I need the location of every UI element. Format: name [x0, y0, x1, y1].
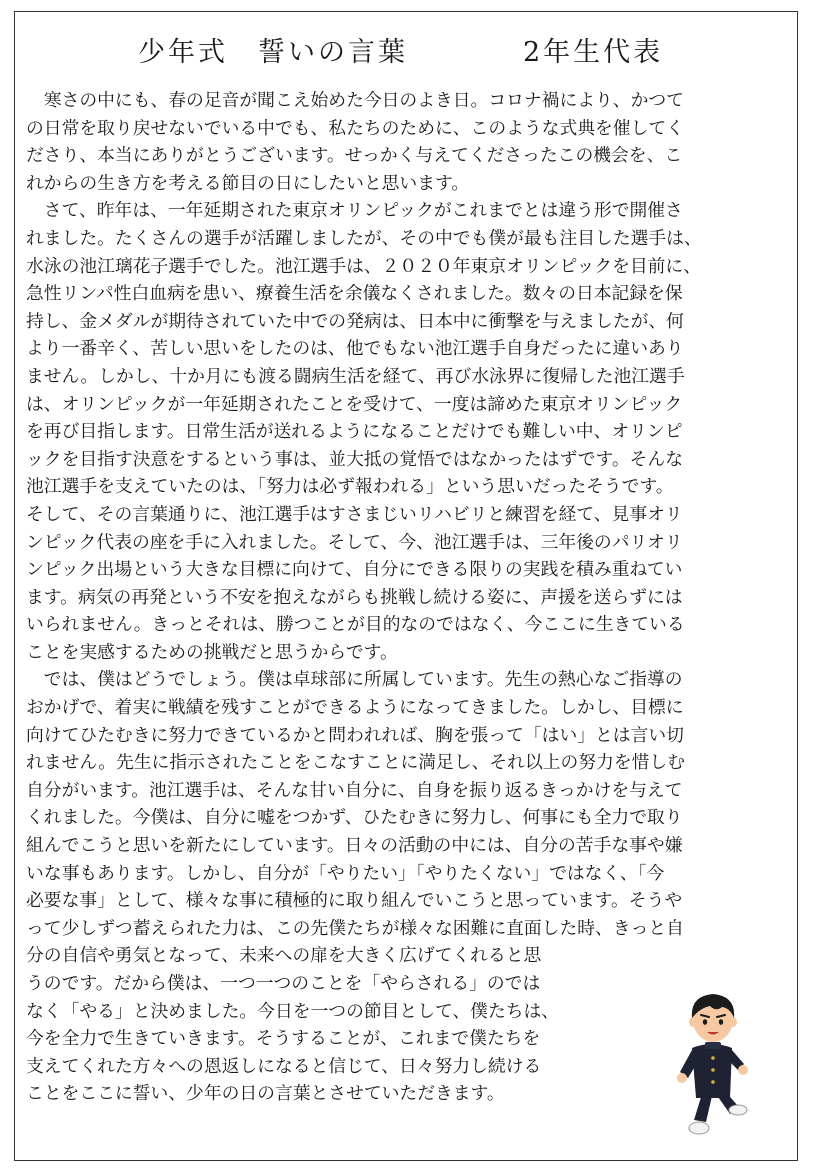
text-line: 寒さの中にも、春の足音が聞こえ始めた今日のよき日。コロナ禍により、かつて	[26, 90, 684, 111]
text-line: れました。たくさんの選手が活躍しましたが、その中でも僕が最も注目した選手は、	[26, 227, 702, 249]
title-row	[0, 30, 819, 70]
representative-label: 2年生代表	[523, 37, 664, 68]
text-line: 水泳の池江璃花子選手でした。池江選手は、２０２０年東京オリンピックを目前に、	[26, 255, 701, 277]
boy-hand-right	[738, 1065, 748, 1075]
boy-eye	[719, 1019, 723, 1025]
text-line: は、オリンピックが一年延期されたことを受けて、一度は諦めた東京オリンピック	[26, 393, 683, 415]
text-line: ンピック出場という大きな目標に向けて、自分にできる限りの実践を積み重ねてい	[26, 559, 683, 581]
text-line: 分の自信や勇気となって、未来への扉を大きく広げてくれると思	[26, 945, 542, 967]
text-line: くれました。今僕は、自分に嘘をつかず、ひたむきに努力し、何事にも全力で取り	[26, 807, 683, 829]
text-line: なく「やる」と決めました。今日を一つの節目として、僕たちは、	[26, 1000, 560, 1022]
boy-leg-left	[694, 1094, 712, 1122]
text-line: うのです。だから僕は、一つ一つのことを「やらされる」のでは	[26, 973, 541, 994]
text-line: れません。先生に指示されたことをこなすことに満足し、それ以上の努力を惜しむ	[26, 752, 685, 774]
text-line: ことをここに誓い、少年の日の言葉とさせていただきます。	[26, 1083, 505, 1105]
boy-button	[711, 1056, 715, 1060]
text-line: れからの生き方を考える節目の日にしたいと思います。	[26, 172, 470, 194]
text-line: を再び目指します。日常生活が送れるようになることだけでも難しい中、オリンピ	[26, 421, 683, 443]
text-line: 池江選手を支えていたのは、「努力は必ず報われる」という思いだったそうです。	[26, 476, 674, 498]
boy-eye	[703, 1019, 707, 1025]
text-line: 持し、金メダルが期待されていた中での発病は、日本中に衝撃を与えましたが、何	[26, 310, 684, 332]
text-line: より一番辛く、苦しい思いをしたのは、他でもない池江選手自身だったに違いあり	[26, 338, 684, 360]
boy-button	[711, 1080, 715, 1084]
boy-ear-left	[689, 1017, 697, 1027]
running-boy-illustration	[672, 982, 754, 1142]
text-line: 急性リンパ性白血病を患い、療養生活を余儀なくされました。数々の日本記録を保	[26, 283, 683, 305]
text-line: 必要な事」として、様々な事に積極的に取り組んでいこうと思っています。そうや	[26, 890, 683, 912]
text-line: の日常を取り戻せないでいる中でも、私たちのために、このような式典を催してく	[26, 117, 684, 139]
text-line: いられません。きっとそれは、勝つことが目的なのではなく、今ここに生きている	[26, 614, 685, 636]
boy-collar	[705, 1042, 721, 1049]
text-line: ックを目指す決意をするという事は、並大抵の覚悟ではなかったはずです。そんな	[26, 448, 684, 470]
boy-shoe-right	[729, 1105, 747, 1115]
text-line: ます。病気の再発という不安を抱えながらも挑戦し続ける姿に、声援を送らずには	[26, 586, 683, 608]
boy-ear-right	[729, 1017, 737, 1027]
text-line: おかげで、着実に戦績を残すことができるようになってきました。しかし、目標に	[26, 697, 684, 719]
text-line: さて、昨年は、一年延期された東京オリンピックがこれまでとは違う形で開催さ	[26, 200, 683, 222]
boy-hand-left	[677, 1073, 687, 1083]
text-line: ことを実感するための挑戦だと思うからです。	[26, 641, 398, 663]
text-line: ません。しかし、十か月にも渡る闘病生活を経て、再び水泳界に復帰した池江選手	[26, 365, 685, 387]
text-line: 自分がいます。池江選手は、そんな甘い自分に、自身を振り返るきっかけを与えて	[26, 779, 683, 801]
boy-shoe-left	[689, 1122, 709, 1134]
text-line: 今を全力で生きていきます。そうすることが、これまで僕たちを	[26, 1028, 541, 1050]
text-line: って少しずつ蓄えられた力は、この先僕たちが様々な困難に直面した時、きっと自	[26, 917, 684, 939]
text-line: では、僕はどうでしょう。僕は卓球部に所属しています。先生の熱心なご指導の	[26, 669, 683, 691]
text-line: そして、その言葉通りに、池江選手はすさまじいリハビリと練習を経て、見事オリ	[26, 503, 683, 525]
text-line: ンピック代表の座を手に入れました。そして、今、池江選手は、三年後のパリオリ	[26, 531, 683, 553]
text-line: ださり、本当にありがとうございます。せっかく与えてくださったこの機会を、こ	[26, 145, 683, 167]
boy-button	[711, 1068, 715, 1072]
text-line: いな事もあります。しかし、自分が「やりたい」「やりたくない」ではなく、「今	[26, 862, 665, 884]
text-line: 支えてくれた方々への恩返しになると信じて、日々努力し続ける	[26, 1055, 542, 1077]
page-title: 少年式 誓いの言葉	[138, 37, 408, 68]
text-line: 組んでこうと思いを新たにしています。日々の活動の中には、自分の苦手な事や嫌	[26, 835, 683, 857]
text-line: 向けてひたむきに努力できているかと問われれば、胸を張って「はい」とは言い切	[26, 724, 684, 746]
speech-body	[26, 87, 796, 1108]
